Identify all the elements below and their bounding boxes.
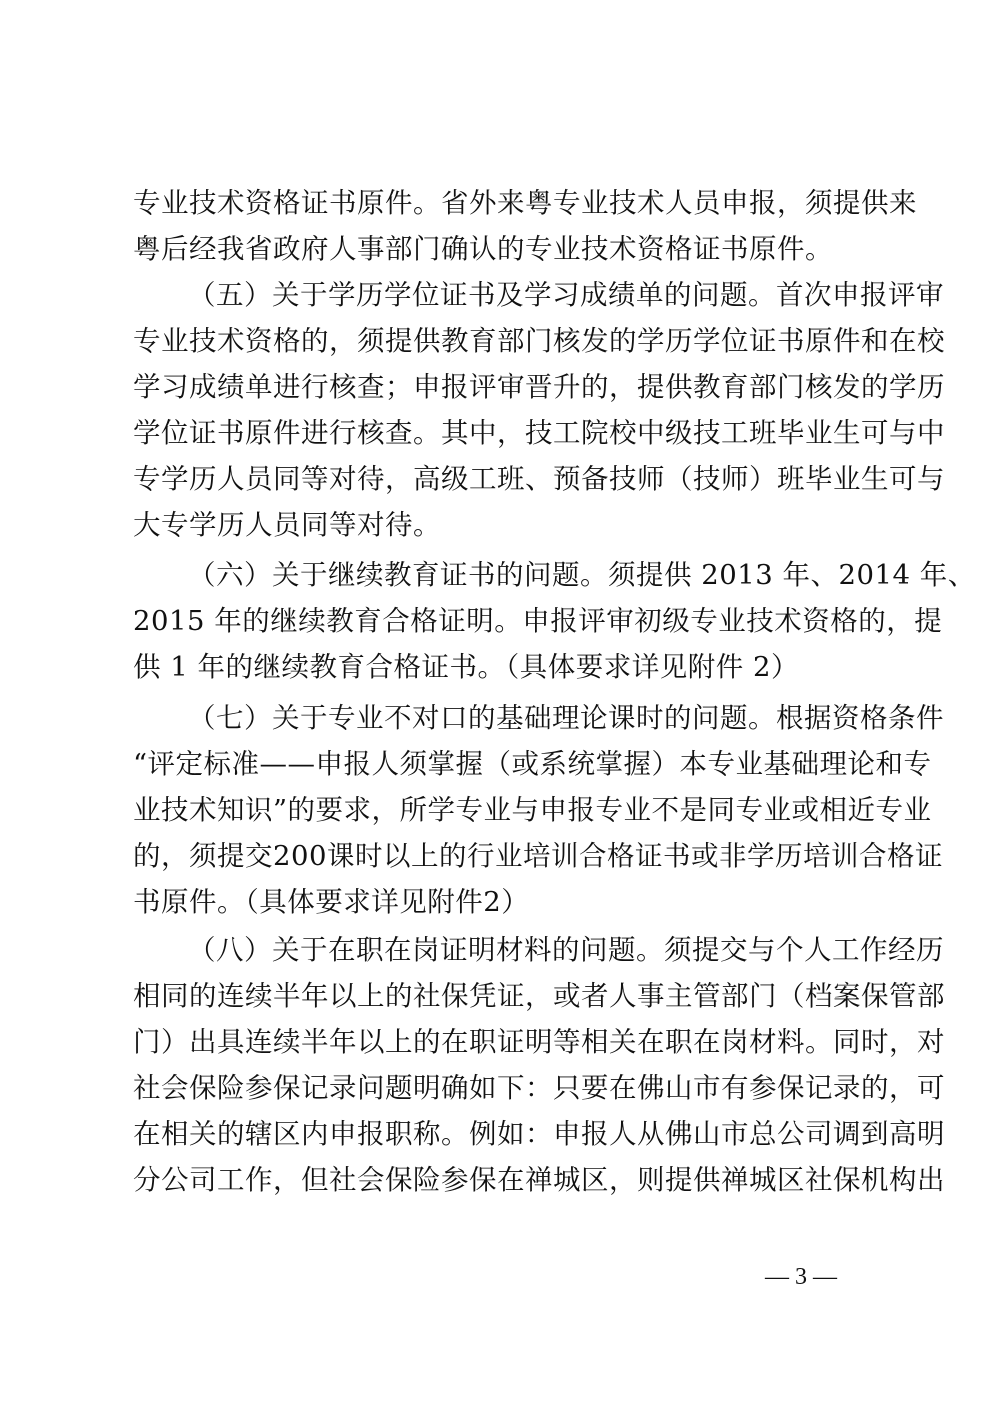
text-line: （八）关于在职在岗证明材料的问题。须提交与个人工作经历	[188, 934, 944, 966]
text-line: 的，须提交200课时以上的行业培训合格证书或非学历培训合格证	[133, 840, 943, 872]
text-line: 供 1 年的继续教育合格证书。（具体要求详见附件 2）	[133, 651, 799, 683]
text-line: （五）关于学历学位证书及学习成绩单的问题。首次申报评审	[188, 279, 944, 311]
text-line: 在相关的辖区内申报职称。例如：申报人从佛山市总公司调到高明	[133, 1118, 945, 1150]
page-number: — 3 —	[765, 1264, 837, 1290]
text-line: 门）出具连续半年以上的在职证明等相关在职在岗材料。同时，对	[133, 1026, 945, 1058]
text-line: 粤后经我省政府人事部门确认的专业技术资格证书原件。	[133, 233, 833, 265]
text-line: （六）关于继续教育证书的问题。须提供 2013 年、2014 年、	[188, 559, 976, 591]
text-line: 业技术知识”的要求，所学专业与申报专业不是同专业或相近专业	[133, 794, 932, 826]
text-line: 专学历人员同等对待，高级工班、预备技师（技师）班毕业生可与	[133, 463, 945, 495]
text-line: 专业技术资格的，须提供教育部门核发的学历学位证书原件和在校	[133, 325, 945, 357]
text-line: 学习成绩单进行核查；申报评审晋升的，提供教育部门核发的学历	[133, 371, 945, 403]
text-line: 分公司工作，但社会保险参保在禅城区，则提供禅城区社保机构出	[133, 1164, 945, 1196]
text-line: 学位证书原件进行核查。其中，技工院校中级技工班毕业生可与中	[133, 417, 945, 449]
text-line: “评定标准——申报人须掌握（或系统掌握）本专业基础理论和专	[133, 748, 932, 780]
text-line: 大专学历人员同等对待。	[133, 509, 441, 541]
text-line: 专业技术资格证书原件。省外来粤专业技术人员申报，须提供来	[133, 187, 917, 219]
text-line: 相同的连续半年以上的社保凭证，或者人事主管部门（档案保管部	[133, 980, 945, 1012]
text-line: 2015 年的继续教育合格证明。申报评审初级专业技术资格的，提	[133, 605, 943, 637]
text-line: （七）关于专业不对口的基础理论课时的问题。根据资格条件	[188, 702, 944, 734]
text-line: 社会保险参保记录问题明确如下：只要在佛山市有参保记录的，可	[133, 1072, 945, 1104]
text-line: 书原件。（具体要求详见附件2）	[133, 886, 530, 918]
